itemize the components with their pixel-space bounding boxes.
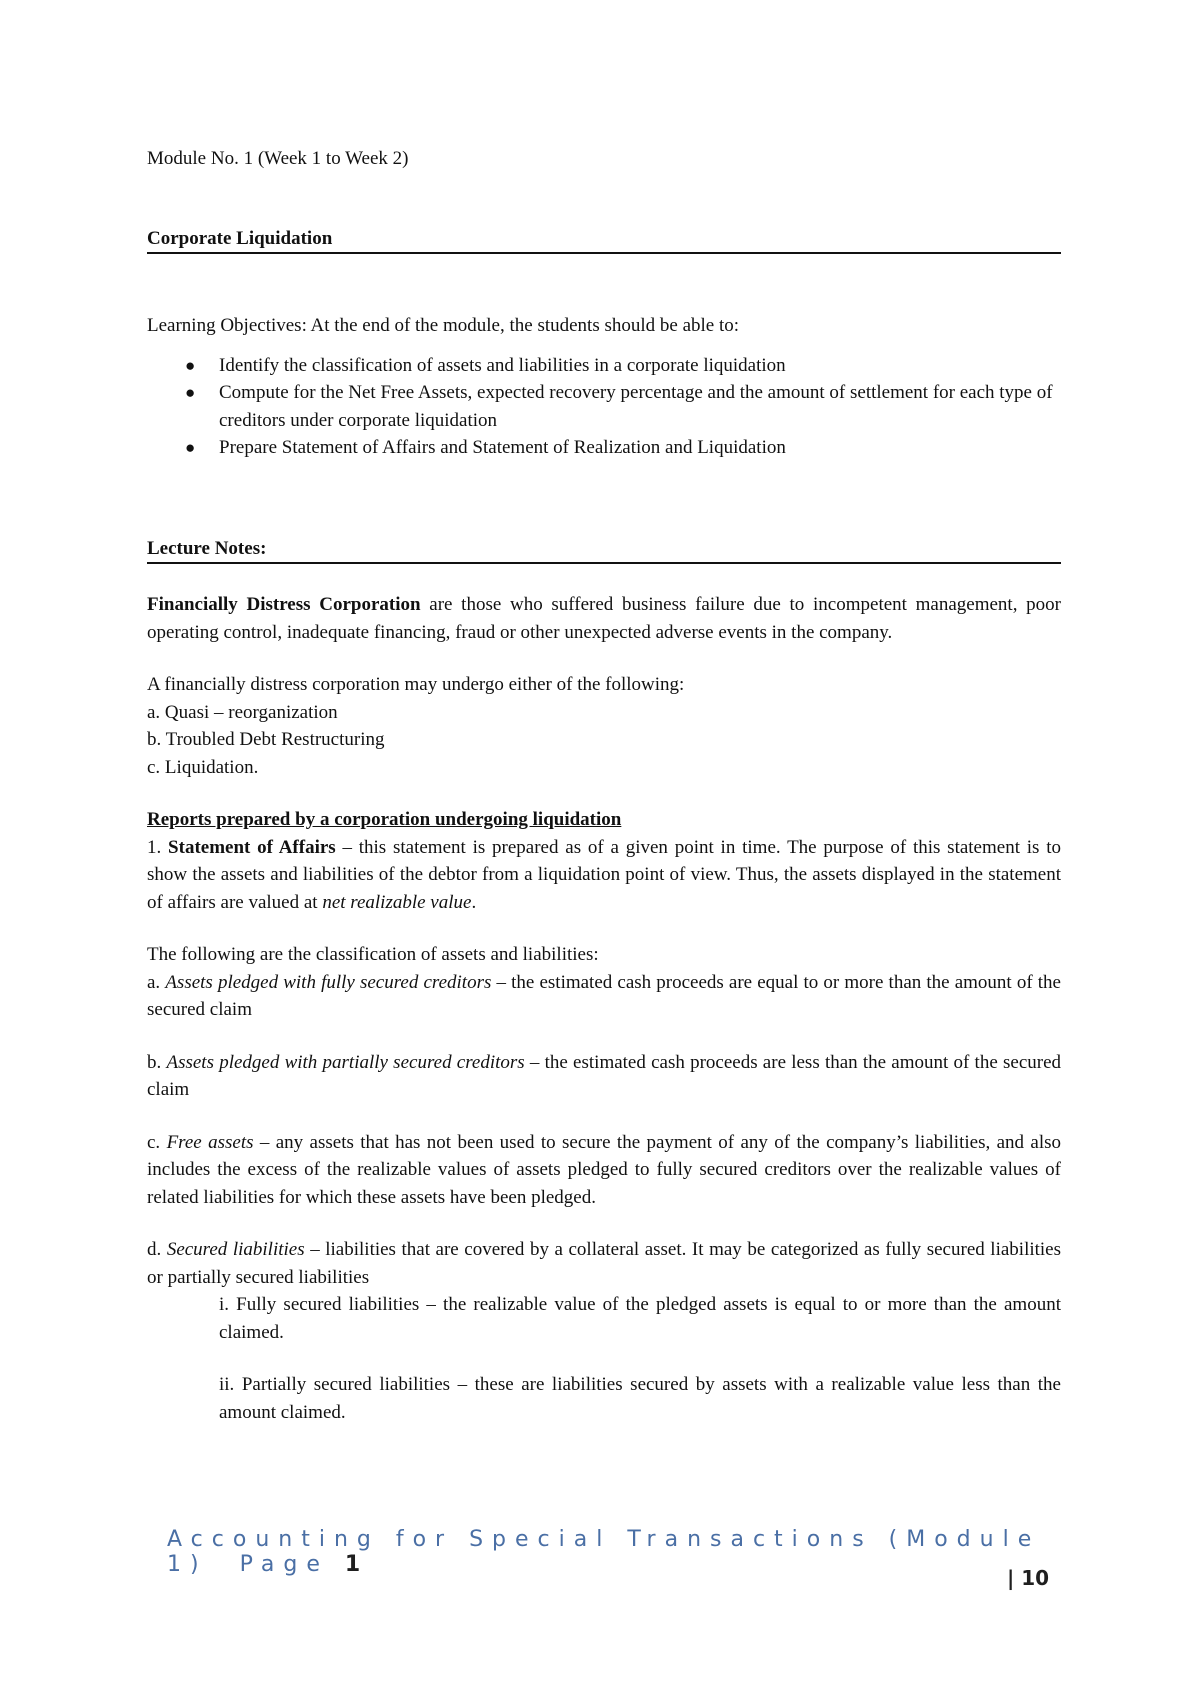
fdc-term: Financially Distress Corporation xyxy=(147,594,421,615)
bullet-icon: ● xyxy=(185,438,196,457)
options-intro: A financially distress corporation may undergo either of the following: xyxy=(147,674,685,695)
footer-page-total: | 10 xyxy=(1007,1566,1050,1590)
classification-b xyxy=(147,1049,1061,1104)
option-item: c. Liquidation. xyxy=(147,756,259,778)
item-text: – the estimated cash proceeds are equal to or more than the amount of the secured claim xyxy=(147,971,1061,1020)
item-text: – any assets that has not been used to secure the payment of any of the company’s liabilities, and also includes the excess of the realizable values of assets pledged to fully secured creditors over the realizable values of related liabilities for which these assets have been pledged. xyxy=(147,1131,1062,1208)
option-item: b. Troubled Debt Restructuring xyxy=(147,729,385,750)
bullet-icon: ● xyxy=(185,355,196,375)
statement-of-affairs xyxy=(147,834,1061,917)
list-item xyxy=(185,352,1061,380)
module-number: Module No. 1 (Week 1 to Week 2) xyxy=(147,148,409,169)
list-item xyxy=(185,434,1061,462)
item-term: Assets pledged with fully secured creditors xyxy=(165,971,492,993)
fdc-definition xyxy=(147,591,1061,646)
fdc-text: are those who suffered business failure due to incompetent management, poor operating control, inadequate financing, fraud or other unexpected adverse events in the company. xyxy=(147,594,1061,643)
item-prefix: c. xyxy=(147,1131,167,1153)
soa-text: – this statement is prepared as of a given point in time. The purpose of this statement is to show the assets and liabilities of the debtor from a liquidation point of view. Thus, the assets displayed in the statement of affairs are valued at xyxy=(147,836,1062,913)
soa-number: 1. xyxy=(147,836,169,858)
soa-italic-term: net realizable value xyxy=(322,891,472,913)
item-term: Assets pledged with partially secured creditors xyxy=(166,1051,525,1073)
page-content xyxy=(147,145,1061,1426)
bullet-icon: ● xyxy=(185,383,196,402)
classification-a xyxy=(147,969,1061,1024)
classification-d-i: i. Fully secured liabilities – the realizable value of the pledged assets is equal to or more than the amount claimed. xyxy=(219,1294,1061,1343)
section-title: Corporate Liquidation xyxy=(147,225,1061,255)
classification-intro: The following are the classification of assets and liabilities: xyxy=(147,944,599,965)
item-prefix: b. xyxy=(147,1051,167,1073)
objectives-list xyxy=(147,352,1061,462)
classification-c xyxy=(147,1129,1061,1212)
soa-end: . xyxy=(471,891,477,913)
reports-heading: Reports prepared by a corporation undergoing liquidation xyxy=(147,809,622,830)
footer-course-title: Accounting for Special Transactions (Module 1) xyxy=(167,1527,1041,1577)
objective-text: Prepare Statement of Affairs and Statement of Realization and Liquidation xyxy=(219,437,786,458)
option-item: a. Quasi – reorganization xyxy=(147,701,338,723)
classification-d-ii: ii. Partially secured liabilities – these are liabilities secured by assets with a realizable value less than the amount claimed. xyxy=(219,1374,1061,1423)
lecture-notes-heading: Lecture Notes: xyxy=(147,535,1061,565)
item-prefix: d. xyxy=(147,1239,167,1260)
item-text: – liabilities that are covered by a collateral asset. It may be categorized as fully secured liabilities or partially secured liabilities xyxy=(147,1239,1062,1288)
learning-objectives-intro: Learning Objectives: At the end of the module, the students should be able to: xyxy=(147,315,740,336)
page-footer xyxy=(167,1527,1047,1577)
soa-term: Statement of Affairs xyxy=(168,836,336,858)
item-text: – the estimated cash proceeds are less than the amount of the secured claim xyxy=(147,1051,1062,1100)
classification-d xyxy=(147,1236,1061,1291)
item-prefix: a. xyxy=(147,971,166,993)
objective-text: Compute for the Net Free Assets, expected recovery percentage and the amount of settlement for each type of creditors under corporate liquidation xyxy=(219,382,1053,431)
item-term: Secured liabilities xyxy=(166,1239,305,1260)
objective-text: Identify the classification of assets and liabilities in a corporate liquidation xyxy=(219,354,786,376)
item-term: Free assets xyxy=(166,1131,254,1153)
list-item xyxy=(185,379,1061,434)
footer-page-label: Page xyxy=(239,1552,329,1577)
footer-page-number: 1 xyxy=(344,1552,361,1577)
